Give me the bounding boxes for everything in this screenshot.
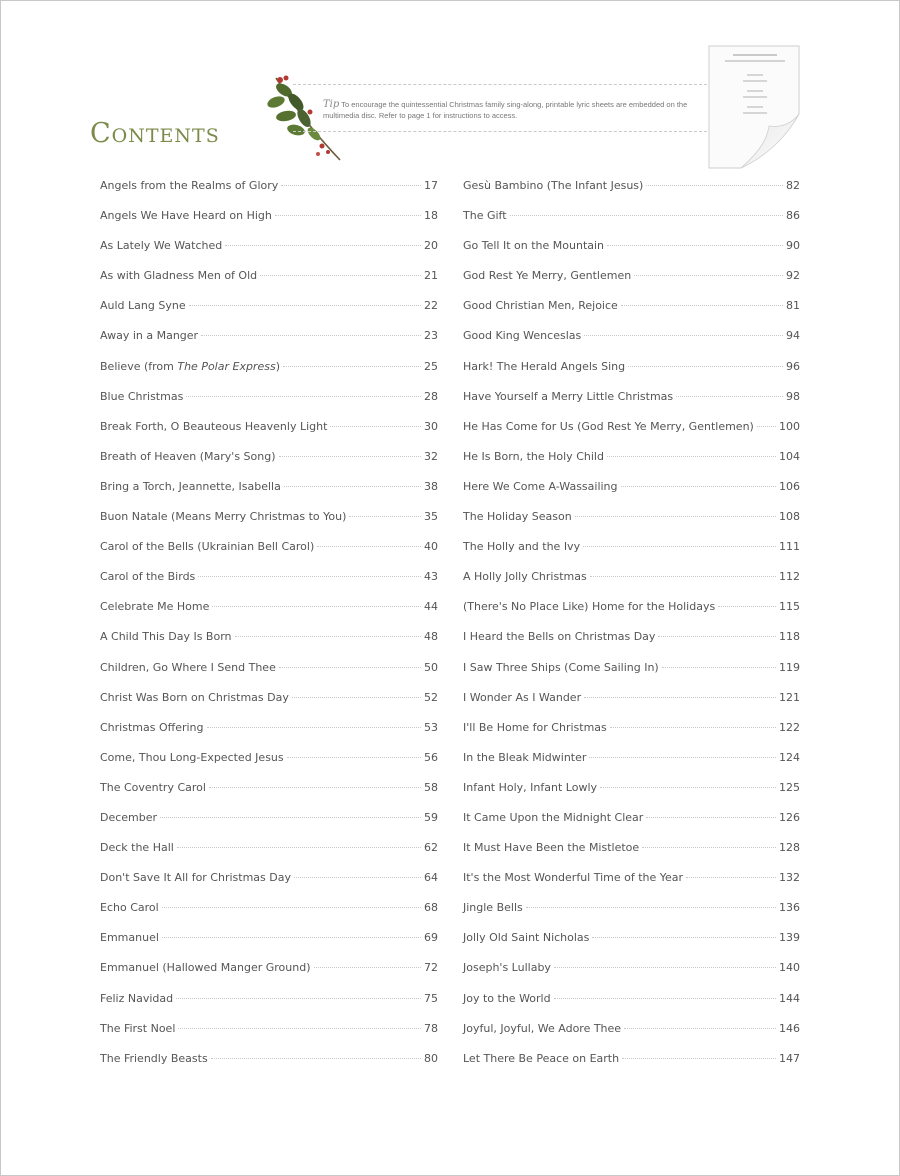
- toc-entry-page: 58: [424, 780, 438, 794]
- toc-entry-page: 140: [779, 961, 800, 975]
- toc-entry-title: Angels We Have Heard on High: [100, 209, 272, 223]
- toc-entry-page: 48: [424, 630, 438, 644]
- toc-entry[interactable]: [100, 567, 438, 597]
- toc-entry-title: It Must Have Been the Mistletoe: [463, 841, 640, 855]
- dot-leader: [686, 877, 776, 878]
- toc-entry-page: 72: [424, 961, 438, 975]
- toc-entry-page: 17: [424, 179, 438, 192]
- toc-entry-page: 126: [779, 810, 800, 824]
- dot-leader: [510, 215, 783, 216]
- toc-entry-title: He Is Born, the Holy Child: [463, 449, 604, 463]
- toc-entry-title: Carol of the Bells (Ukrainian Bell Carol): [100, 540, 315, 554]
- toc-entry-title: Have Yourself a Merry Little Christmas: [463, 389, 674, 403]
- toc-entry[interactable]: [100, 296, 438, 326]
- dot-leader: [634, 275, 783, 276]
- toc-entry[interactable]: [100, 928, 438, 958]
- toc-column-right: [463, 176, 800, 1079]
- toc-entry-title: As with Gladness Men of Old: [100, 269, 258, 283]
- dot-leader: [275, 215, 421, 216]
- dot-leader: [279, 667, 421, 668]
- toc-entry-title: The First Noel: [100, 1021, 176, 1035]
- toc-entry[interactable]: [463, 868, 800, 898]
- toc-entry[interactable]: [463, 357, 800, 387]
- dot-leader: [330, 426, 421, 427]
- toc-entry[interactable]: [100, 688, 438, 718]
- toc-entry[interactable]: [100, 447, 438, 477]
- dot-leader: [198, 576, 421, 577]
- dot-leader: [314, 967, 422, 968]
- toc-entry-page: 21: [424, 269, 438, 283]
- toc-entry-title: Infant Holy, Infant Lowly: [463, 780, 598, 794]
- toc-entry-page: 98: [786, 389, 800, 403]
- toc-entry-page: 64: [424, 871, 438, 885]
- toc-entry-page: 144: [779, 991, 800, 1005]
- toc-entry-page: 53: [424, 720, 438, 734]
- toc-entry-page: 22: [424, 299, 438, 313]
- dot-leader: [584, 335, 783, 336]
- toc-entry-page: 25: [424, 359, 438, 373]
- toc-entry[interactable]: [100, 658, 438, 688]
- dot-leader: [628, 366, 783, 367]
- toc-entry[interactable]: [463, 838, 800, 868]
- dot-leader: [622, 1058, 776, 1059]
- dot-leader: [211, 1058, 421, 1059]
- toc-column-left: [100, 176, 438, 1079]
- toc-entry[interactable]: [100, 507, 438, 537]
- toc-entry-title: Angels from the Realms of Glory: [100, 179, 279, 192]
- toc-entry-title: The Holly and the Ivy: [463, 540, 581, 554]
- toc-entry[interactable]: [100, 1019, 438, 1049]
- toc-entry[interactable]: [100, 176, 438, 206]
- toc-entry-page: 106: [779, 479, 800, 493]
- dot-leader: [607, 245, 783, 246]
- toc-entry-title: I Saw Three Ships (Come Sailing In): [463, 660, 659, 674]
- toc-entry[interactable]: [463, 176, 800, 206]
- toc-entry-title: December: [100, 810, 158, 824]
- toc-entry-page: 59: [424, 810, 438, 824]
- toc-entry-title: God Rest Ye Merry, Gentlemen: [463, 269, 632, 283]
- dot-leader: [600, 787, 776, 788]
- toc-entry-title: A Child This Day Is Born: [100, 630, 232, 644]
- toc-entry-page: 38: [424, 479, 438, 493]
- toc-entry-title: Good Christian Men, Rejoice: [463, 299, 618, 313]
- dot-leader: [658, 636, 776, 637]
- toc-entry-page: 20: [424, 239, 438, 253]
- dot-leader: [281, 185, 421, 186]
- toc-entry[interactable]: [100, 387, 438, 417]
- toc-entry[interactable]: [463, 808, 800, 838]
- toc-entry-title: Bring a Torch, Jeannette, Isabella: [100, 479, 281, 493]
- dot-leader: [646, 185, 783, 186]
- toc-entry-page: 128: [779, 841, 800, 855]
- toc-entry-title: Break Forth, O Beauteous Heavenly Light: [100, 419, 328, 433]
- dot-leader: [589, 757, 776, 758]
- toc-entry-page: 100: [779, 419, 800, 433]
- toc-entry[interactable]: [463, 1019, 800, 1049]
- toc-entry[interactable]: [463, 928, 800, 958]
- toc-entry-page: 56: [424, 750, 438, 764]
- lyric-sheet-icon: [707, 44, 803, 170]
- toc-entry-page: 136: [779, 901, 800, 915]
- toc-entry-title: Let There Be Peace on Earth: [463, 1051, 620, 1065]
- dot-leader: [176, 998, 421, 999]
- toc-entry-page: 115: [779, 600, 800, 614]
- toc-entry-title: The Holiday Season: [463, 510, 572, 524]
- toc-entry-title: The Gift: [463, 209, 507, 223]
- tip-box: [293, 84, 707, 132]
- toc-entry-title: Jolly Old Saint Nicholas: [463, 931, 590, 945]
- toc-entry[interactable]: [463, 989, 800, 1019]
- dot-leader: [287, 757, 421, 758]
- toc-entry[interactable]: [463, 898, 800, 928]
- dot-leader: [575, 516, 776, 517]
- toc-entry[interactable]: [463, 236, 800, 266]
- dot-leader: [189, 305, 421, 306]
- toc-entry-page: 92: [786, 269, 800, 283]
- toc-entry-title: Emmanuel: [100, 931, 159, 945]
- toc-entry-page: 78: [424, 1021, 438, 1035]
- dot-leader: [209, 787, 421, 788]
- toc-entry-page: 35: [424, 510, 438, 524]
- toc-entry[interactable]: [100, 958, 438, 988]
- toc-entry-title: Echo Carol: [100, 901, 159, 915]
- toc-entry-page: 104: [779, 449, 800, 463]
- toc-entry-title: A Holly Jolly Christmas: [463, 570, 587, 584]
- dot-leader: [317, 546, 421, 547]
- toc-entry-page: 68: [424, 901, 438, 915]
- toc-entry-title: Christmas Offering: [100, 720, 204, 734]
- dot-leader: [294, 877, 421, 878]
- toc-entry-title: Come, Thou Long-Expected Jesus: [100, 750, 284, 764]
- toc-entry-page: 147: [779, 1051, 800, 1065]
- toc-entry[interactable]: [100, 627, 438, 657]
- toc-entry[interactable]: [463, 627, 800, 657]
- toc-entry-page: 132: [779, 871, 800, 885]
- toc-entry-page: 80: [424, 1051, 438, 1065]
- toc-entry[interactable]: [463, 477, 800, 507]
- toc-entry-page: 90: [786, 239, 800, 253]
- dot-leader: [621, 305, 783, 306]
- toc-entry-page: 69: [424, 931, 438, 945]
- toc-entry-title: The Friendly Beasts: [100, 1051, 208, 1065]
- toc-entry[interactable]: [463, 597, 800, 627]
- dot-leader: [178, 1028, 421, 1029]
- toc-entry[interactable]: [100, 748, 438, 778]
- dot-leader: [642, 847, 776, 848]
- toc-entry-title: The Coventry Carol: [100, 780, 206, 794]
- dot-leader: [718, 606, 776, 607]
- toc-entry-title: In the Bleak Midwinter: [463, 750, 587, 764]
- toc-entry[interactable]: [100, 868, 438, 898]
- toc-entry[interactable]: [463, 567, 800, 597]
- toc-entry-title: Carol of the Birds: [100, 570, 196, 584]
- toc-entry-title: Buon Natale (Means Merry Christmas to You): [100, 510, 347, 524]
- toc-entry-title: Breath of Heaven (Mary's Song): [100, 449, 276, 463]
- toc-entry-title: I Wonder As I Wander: [463, 690, 582, 704]
- toc-entry[interactable]: [463, 958, 800, 988]
- toc-entry[interactable]: [100, 477, 438, 507]
- dot-leader: [592, 937, 776, 938]
- toc-entry[interactable]: [100, 417, 438, 447]
- toc-entry[interactable]: [100, 989, 438, 1019]
- dot-leader: [526, 907, 776, 908]
- toc-entry[interactable]: [100, 206, 438, 236]
- toc-entry[interactable]: [100, 718, 438, 748]
- toc-entry[interactable]: [100, 597, 438, 627]
- toc-entry[interactable]: [463, 206, 800, 236]
- toc-entry[interactable]: [100, 537, 438, 567]
- toc-entry-page: 23: [424, 329, 438, 343]
- toc-entry-title: Joy to the World: [463, 991, 551, 1005]
- dot-leader: [225, 245, 421, 246]
- toc-entry-title: Don't Save It All for Christmas Day: [100, 871, 291, 885]
- dot-leader: [621, 486, 776, 487]
- toc-entry-title: Christ Was Born on Christmas Day: [100, 690, 289, 704]
- toc-entry-title: Deck the Hall: [100, 841, 174, 855]
- toc-entry[interactable]: [463, 688, 800, 718]
- toc-entry-title: Celebrate Me Home: [100, 600, 210, 614]
- toc-entry-page: 18: [424, 209, 438, 223]
- toc-entry[interactable]: [463, 537, 800, 567]
- toc-entry-title: Joyful, Joyful, We Adore Thee: [463, 1021, 622, 1035]
- toc-entry-page: 75: [424, 991, 438, 1005]
- dot-leader: [349, 516, 421, 517]
- toc-entry-title: Feliz Navidad: [100, 991, 174, 1005]
- toc-entry-page: 81: [786, 299, 800, 313]
- dot-leader: [607, 456, 776, 457]
- toc-entry[interactable]: [463, 718, 800, 748]
- tip-text: To encourage the quintessential Christmas family sing-along, printable lyric sheets are embedded on the multimedia disc. Refer to page 1 for instructions to access.: [323, 100, 688, 120]
- dot-leader: [584, 697, 776, 698]
- toc-entry-page: 30: [424, 419, 438, 433]
- toc-entry-page: 94: [786, 329, 800, 343]
- toc-entry-title: It Came Upon the Midnight Clear: [463, 810, 644, 824]
- toc-entry-page: 111: [779, 540, 800, 554]
- toc-entry-page: 108: [779, 510, 800, 524]
- toc-entry[interactable]: [463, 387, 800, 417]
- toc-entry[interactable]: [100, 1049, 438, 1079]
- toc-entry-title: Joseph's Lullaby: [463, 961, 551, 975]
- toc-entry-page: 32: [424, 449, 438, 463]
- dot-leader: [177, 847, 421, 848]
- toc-entry[interactable]: [463, 658, 800, 688]
- toc-entry-page: 86: [786, 209, 800, 223]
- dot-leader: [162, 937, 421, 938]
- toc-entry-page: 40: [424, 540, 438, 554]
- toc-entry-title: Children, Go Where I Send Thee: [100, 660, 276, 674]
- toc-entry[interactable]: [463, 417, 800, 447]
- toc-entry-page: 52: [424, 690, 438, 704]
- dot-leader: [757, 426, 776, 427]
- dot-leader: [186, 396, 421, 397]
- toc-entry-page: 122: [779, 720, 800, 734]
- dot-leader: [554, 998, 776, 999]
- toc-entry[interactable]: [463, 1049, 800, 1079]
- toc-entry-title: It's the Most Wonderful Time of the Year: [463, 871, 684, 885]
- toc-entry-title: Hark! The Herald Angels Sing: [463, 359, 626, 373]
- toc-entry-page: 44: [424, 600, 438, 614]
- toc-entry-title: Gesù Bambino (The Infant Jesus): [463, 179, 644, 192]
- dot-leader: [207, 727, 422, 728]
- toc-entry[interactable]: [100, 838, 438, 868]
- toc-entry-title: Away in a Manger: [100, 329, 199, 343]
- toc-entry-title: I Heard the Bells on Christmas Day: [463, 630, 656, 644]
- dot-leader: [554, 967, 776, 968]
- toc-entry-title: Auld Lang Syne: [100, 299, 186, 313]
- dot-leader: [201, 335, 421, 336]
- toc-entry-page: 124: [779, 750, 800, 764]
- toc-entry-page: 50: [424, 660, 438, 674]
- dot-leader: [646, 817, 776, 818]
- dot-leader: [279, 456, 421, 457]
- dot-leader: [292, 697, 421, 698]
- toc-entry[interactable]: [463, 778, 800, 808]
- toc-entry-page: 118: [779, 630, 800, 644]
- toc-entry[interactable]: [463, 266, 800, 296]
- toc-entry-title: Go Tell It on the Mountain: [463, 239, 605, 253]
- toc-entry-page: 82: [786, 179, 800, 192]
- toc-entry-page: 146: [779, 1021, 800, 1035]
- tip-label: Tip: [323, 99, 340, 110]
- toc-entry-page: 112: [779, 570, 800, 584]
- toc-entry-title: He Has Come for Us (God Rest Ye Merry, Gentlemen): [463, 419, 754, 433]
- dot-leader: [162, 907, 421, 908]
- dot-leader: [583, 546, 776, 547]
- toc-entry-title: Blue Christmas: [100, 389, 184, 403]
- toc-entry[interactable]: [100, 236, 438, 266]
- toc-entry[interactable]: [100, 266, 438, 296]
- dot-leader: [284, 486, 421, 487]
- toc-entry[interactable]: [100, 326, 438, 356]
- dot-leader: [662, 667, 776, 668]
- toc-entry[interactable]: [100, 808, 438, 838]
- toc-entry-title: Believe (from The Polar Express): [100, 359, 280, 373]
- toc-entry[interactable]: [463, 447, 800, 477]
- toc-entry-page: 96: [786, 359, 800, 373]
- toc-entry[interactable]: [100, 778, 438, 808]
- dot-leader: [283, 366, 421, 367]
- toc-entry-page: 62: [424, 841, 438, 855]
- toc-entry-title: I'll Be Home for Christmas: [463, 720, 607, 734]
- tip-content: [323, 99, 703, 121]
- toc-entry[interactable]: [463, 296, 800, 326]
- dot-leader: [624, 1028, 776, 1029]
- dot-leader: [610, 727, 776, 728]
- toc-entry-title: Here We Come A-Wassailing: [463, 479, 618, 493]
- dot-leader: [212, 606, 421, 607]
- toc-entry-page: 28: [424, 389, 438, 403]
- dot-leader: [235, 636, 421, 637]
- toc-entry[interactable]: [463, 748, 800, 778]
- dot-leader: [160, 817, 421, 818]
- toc-entry[interactable]: [463, 507, 800, 537]
- toc-entry-title: Good King Wenceslas: [463, 329, 582, 343]
- toc-entry-page: 139: [779, 931, 800, 945]
- toc-entry-page: 119: [779, 660, 800, 674]
- toc-entry-title: Jingle Bells: [463, 901, 523, 915]
- toc-entry[interactable]: [100, 898, 438, 928]
- page-title: Contents: [90, 118, 220, 149]
- toc-entry-page: 125: [779, 780, 800, 794]
- dot-leader: [260, 275, 421, 276]
- toc-entry[interactable]: [463, 326, 800, 356]
- toc-entry[interactable]: [100, 357, 438, 387]
- dot-leader: [676, 396, 783, 397]
- toc-entry-page: 121: [779, 690, 800, 704]
- dot-leader: [590, 576, 776, 577]
- toc-entry-title: (There's No Place Like) Home for the Holidays: [463, 600, 716, 614]
- toc-entry-title: As Lately We Watched: [100, 239, 223, 253]
- toc-entry-page: 43: [424, 570, 438, 584]
- toc-entry-title: Emmanuel (Hallowed Manger Ground): [100, 961, 311, 975]
